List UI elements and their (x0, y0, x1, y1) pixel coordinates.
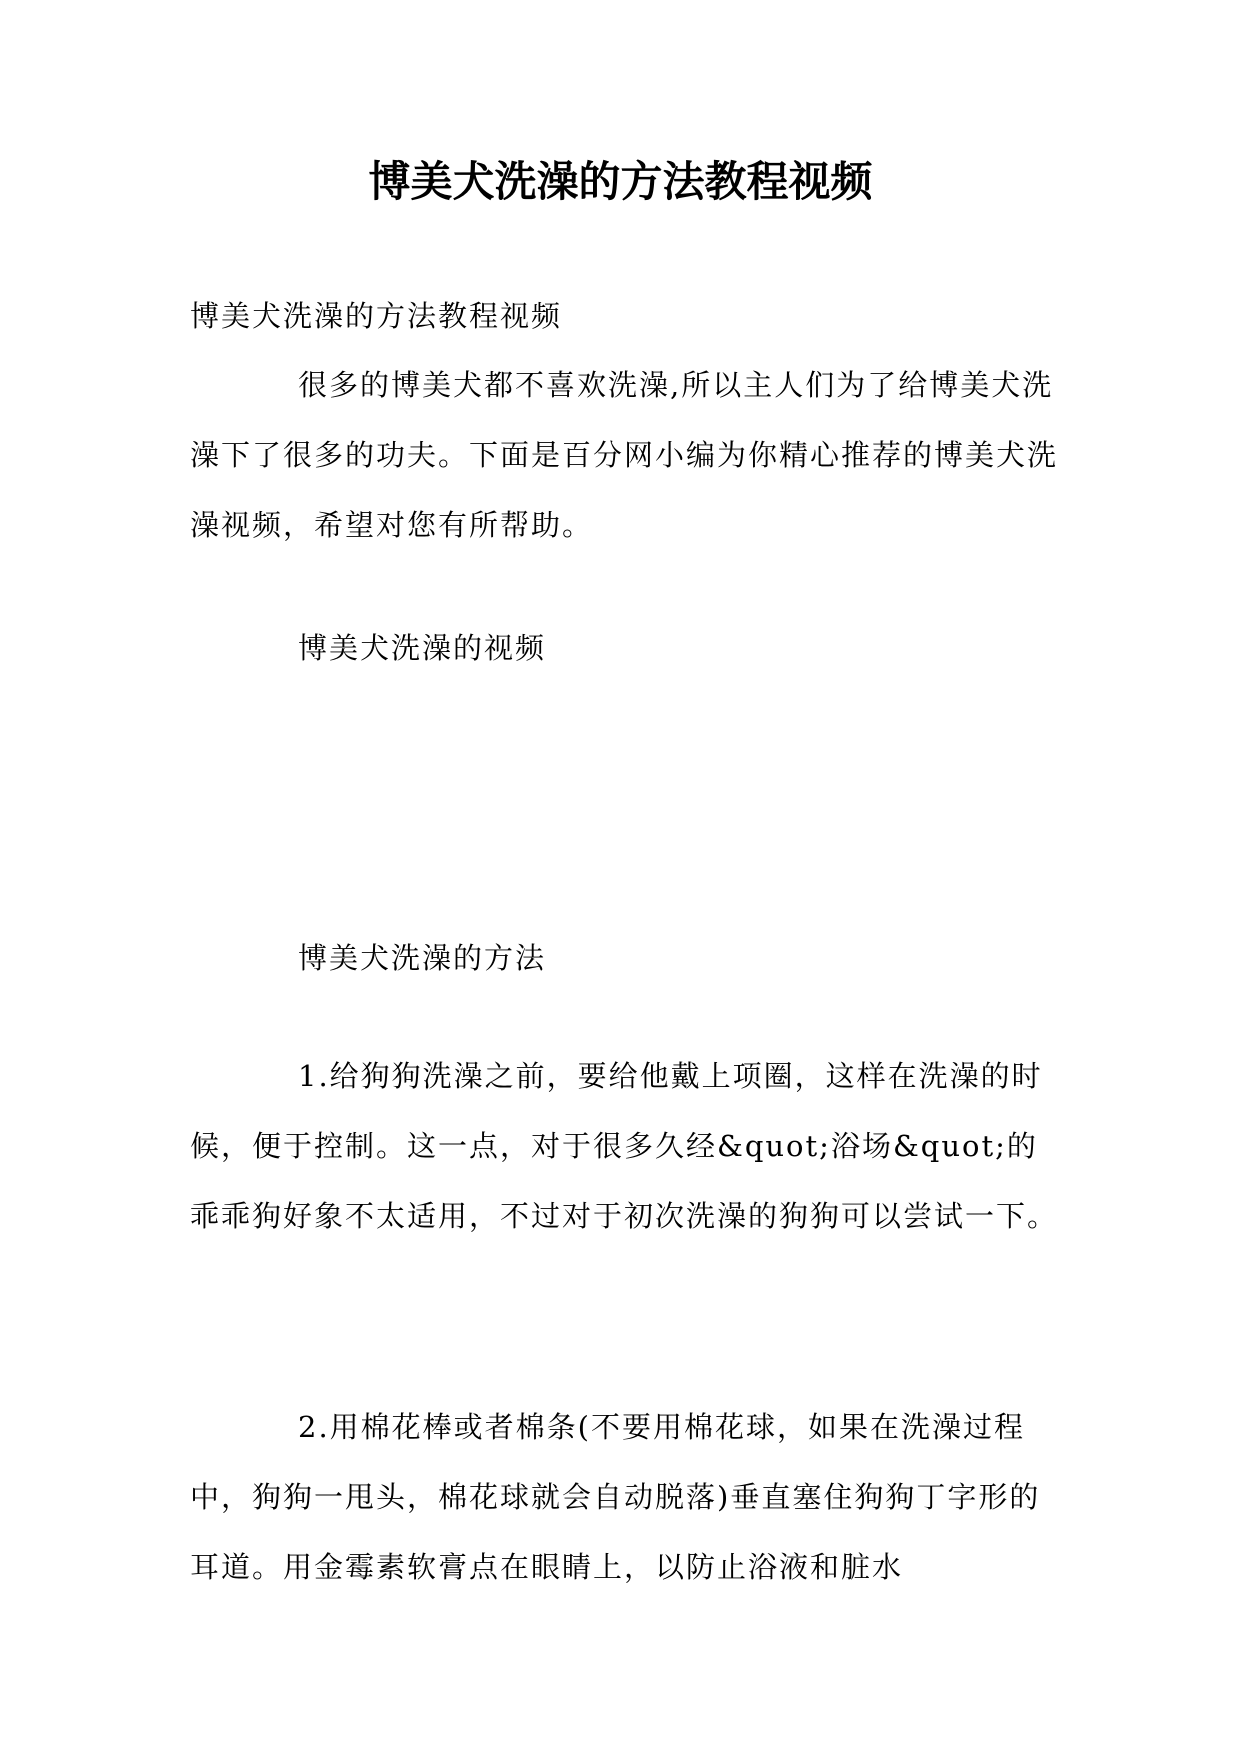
step-1-paragraph: 1.给狗狗洗澡之前，要给他戴上项圈，这样在洗澡的时候，便于控制。这一点，对于很多久经&quot;浴场&quot;的乖乖狗好象不太适用，不过对于初次洗澡的狗狗可以尝试一下。 (190, 1059, 1059, 1233)
section-heading-video: 博美犬洗澡的视频 (298, 631, 547, 665)
document-subtitle: 博美犬洗澡的方法教程视频 (190, 299, 563, 333)
intro-paragraph: 很多的博美犬都不喜欢洗澡,所以主人们为了给博美犬洗澡下了很多的功夫。下面是百分网小编为你精心推荐的博美犬洗澡视频，希望对您有所帮助。 (190, 368, 1059, 542)
step-2-paragraph: 2.用棉花棒或者棉条(不要用棉花球，如果在洗澡过程中，狗狗一甩头，棉花球就会自动脱落)垂直塞住狗狗丁字形的耳道。用金霉素软膏点在眼睛上，以防止浴液和脏水 (190, 1410, 1041, 1584)
document-title: 博美犬洗澡的方法教程视频 (368, 157, 873, 206)
section-heading-method: 博美犬洗澡的方法 (298, 941, 547, 975)
